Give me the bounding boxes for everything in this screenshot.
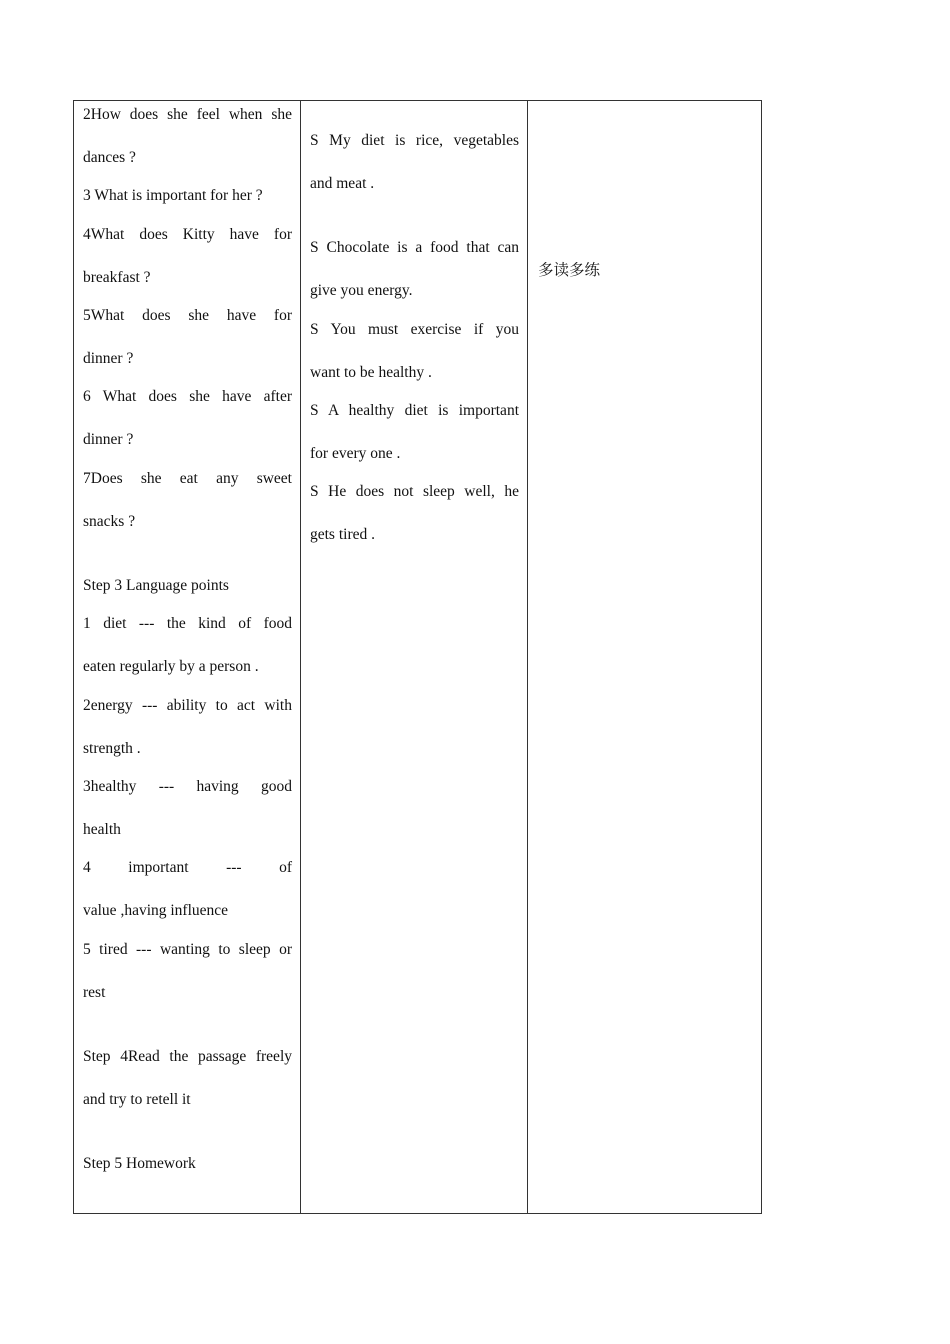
- question-6-line-1: 6 What does she have after: [83, 388, 292, 405]
- answer-4-line-2: for every one .: [310, 445, 401, 462]
- step-5-heading: Step 5 Homework: [83, 1155, 196, 1172]
- answer-5-line-2: gets tired .: [310, 526, 375, 543]
- step-4-line-2: and try to retell it: [83, 1091, 191, 1108]
- language-point-4-line-2: value ,having influence: [83, 902, 229, 919]
- practice-note: 多读多练: [538, 261, 601, 279]
- procedure-column: [74, 101, 301, 1213]
- student-answers-column: [301, 101, 528, 1213]
- step-4-line-1: Step 4Read the passage freely: [83, 1048, 292, 1065]
- question-7-line-2: snacks ?: [83, 513, 136, 530]
- question-7-line-1: 7Does she eat any sweet: [83, 470, 292, 487]
- answer-2-line-1: S Chocolate is a food that can: [310, 239, 519, 256]
- step-3-heading: Step 3 Language points: [83, 577, 229, 594]
- answer-1-line-2: and meat .: [310, 175, 375, 192]
- answer-4-line-1: S A healthy diet is important: [310, 402, 519, 419]
- language-point-1-line-2: eaten regularly by a person .: [83, 658, 259, 675]
- answer-2-line-2: give you energy.: [310, 282, 413, 299]
- question-2-line-1: 2How does she feel when she: [83, 106, 292, 123]
- language-point-5-line-1: 5 tired --- wanting to sleep or: [83, 941, 292, 958]
- language-point-4-line-1: 4 important --- of: [83, 859, 292, 876]
- question-4-line-2: breakfast ?: [83, 269, 151, 286]
- language-point-5-line-2: rest: [83, 984, 106, 1001]
- answer-3-line-1: S You must exercise if you: [310, 321, 519, 338]
- answer-3-line-2: want to be healthy .: [310, 364, 432, 381]
- question-3: 3 What is important for her ?: [83, 187, 263, 204]
- language-point-3-line-2: health: [83, 821, 121, 838]
- question-5-line-1: 5What does she have for: [83, 307, 292, 324]
- notes-column: [528, 101, 761, 1213]
- lesson-table: [73, 100, 762, 1214]
- question-6-line-2: dinner ?: [83, 431, 134, 448]
- question-4-line-1: 4What does Kitty have for: [83, 226, 292, 243]
- language-point-2-line-1: 2energy --- ability to act with: [83, 697, 292, 714]
- question-2-line-2: dances ?: [83, 149, 136, 166]
- language-point-1-line-1: 1 diet --- the kind of food: [83, 615, 292, 632]
- question-5-line-2: dinner ?: [83, 350, 134, 367]
- language-point-3-line-1: 3healthy --- having good: [83, 778, 292, 795]
- answer-1-line-1: S My diet is rice, vegetables: [310, 132, 519, 149]
- answer-5-line-1: S He does not sleep well, he: [310, 483, 519, 500]
- language-point-2-line-2: strength .: [83, 740, 141, 757]
